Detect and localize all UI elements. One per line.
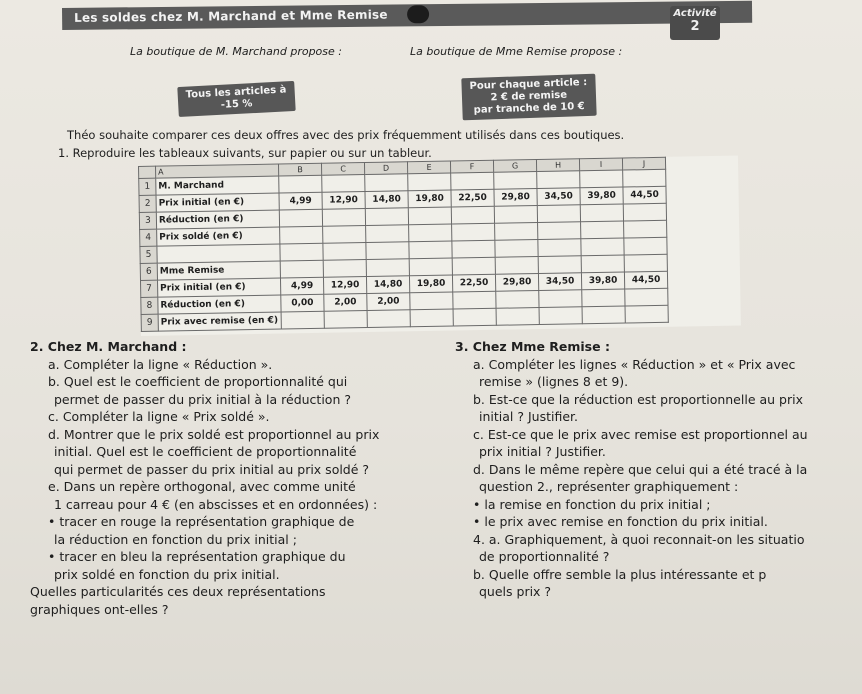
left-column-line: a. Compléter la ligne « Réduction ». [48, 356, 273, 372]
table-cell [625, 305, 668, 323]
column-header: I [579, 158, 622, 171]
table-cell [494, 172, 537, 190]
table-cell: 12,90 [323, 277, 366, 295]
table-cell [453, 308, 496, 326]
column-header: D [364, 162, 407, 175]
table-cell [324, 311, 367, 329]
table-cell [451, 206, 494, 224]
table-cell [281, 311, 324, 329]
table-cell [280, 260, 323, 278]
right-column-line: d. Dans le même repère que celui qui a été tracé à la [473, 461, 808, 477]
table-cell: 2,00 [324, 294, 367, 312]
table-cell [495, 257, 538, 275]
row-number: 4 [140, 229, 157, 246]
marchand-shop-label: La boutique de M. Marchand propose : [130, 45, 342, 58]
left-column-line: prix soldé en fonction du prix initial. [54, 566, 280, 582]
right-column-line: b. Est-ce que la réduction est proportionnelle au prix [473, 391, 803, 407]
left-column-line: • tracer en rouge la représentation graphique de [48, 514, 355, 529]
right-column-line: remise » (lignes 8 et 9). [479, 374, 629, 389]
row-label: Réduction (en €) [156, 210, 279, 229]
table-cell: 2,00 [367, 293, 410, 311]
table-cell [409, 241, 452, 259]
table-cell [495, 223, 538, 241]
table-cell [409, 258, 452, 276]
intro-text: Théo souhaite comparer ces deux offres avec des prix fréquemment utilisés dans ces boutiques. [67, 128, 625, 142]
table-cell [624, 220, 667, 238]
left-column-line: la réduction en fonction du prix initial ; [54, 531, 297, 547]
column-header: E [407, 161, 450, 174]
table-cell: 4,99 [280, 277, 323, 295]
spreadsheet [138, 156, 741, 336]
remise-offer-line: Pour chaque article : [469, 76, 588, 93]
row-label [157, 244, 280, 263]
activity-badge [670, 6, 720, 40]
row-number: 6 [140, 263, 157, 280]
row-number: 1 [139, 178, 156, 195]
table-cell [539, 307, 582, 325]
table-cell [581, 238, 624, 256]
column-header: F [450, 160, 493, 173]
table-cell: 19,80 [409, 275, 452, 293]
left-column-line: c. Compléter la ligne « Prix soldé ». [48, 409, 270, 424]
table-cell: 0,00 [281, 294, 324, 312]
speech-bubble-icon [407, 5, 429, 23]
table-cell: 34,50 [537, 188, 580, 206]
row-number: 8 [141, 297, 158, 314]
table-cell [365, 174, 408, 192]
question-1: 1. Reproduire les tableaux suivants, sur papier ou sur un tableur. [58, 146, 432, 160]
table-cell [365, 208, 408, 226]
right-column-line: • le prix avec remise en fonction du prix initial. [473, 514, 768, 529]
left-column-line: permet de passer du prix initial à la réduction ? [54, 391, 351, 407]
right-column-line: c. Est-ce que le prix avec remise est proportionnel au [473, 426, 808, 442]
table-cell [366, 225, 409, 243]
left-column-line: Quelles particularités ces deux représentations [30, 584, 326, 599]
table-cell: 39,80 [580, 187, 623, 205]
table-cell: 44,50 [624, 271, 667, 289]
table-cell: 39,80 [581, 272, 624, 290]
table-cell [323, 243, 366, 261]
column-header: J [622, 157, 665, 170]
row-number: 5 [140, 246, 157, 263]
right-column-line: de proportionnalité ? [479, 549, 610, 564]
remise-shop-label: La boutique de Mme Remise propose : [410, 45, 623, 58]
table-cell [410, 292, 453, 310]
table-cell [495, 240, 538, 258]
table-cell [582, 306, 625, 324]
left-column-line: initial. Quel est le coefficient de proportionnalité [54, 444, 357, 459]
column-header: H [536, 159, 579, 172]
table-cell [322, 175, 365, 193]
row-label: M. Marchand [156, 176, 279, 195]
table-cell [408, 173, 451, 191]
row-label: Mme Remise [157, 261, 280, 280]
table-cell [366, 242, 409, 260]
right-questions [455, 338, 808, 601]
table-cell [537, 171, 580, 189]
table-cell [322, 209, 365, 227]
table-cell [624, 237, 667, 255]
table-cell: 4,99 [279, 192, 322, 210]
column-header: G [493, 160, 536, 173]
column-header: C [321, 163, 364, 176]
left-column-line: graphiques ont-elles ? [30, 601, 169, 617]
title-banner [62, 1, 752, 30]
right-column-line: initial ? Justifier. [479, 409, 578, 424]
row-label: Prix avec remise (en €) [158, 312, 281, 331]
table-cell: 22,50 [452, 274, 495, 292]
row-label: Prix initial (en €) [156, 193, 279, 212]
table-cell [538, 222, 581, 240]
left-questions [30, 338, 379, 618]
table-cell [496, 308, 539, 326]
row-number: 2 [139, 195, 156, 212]
table-cell [624, 254, 667, 272]
table-cell: 29,80 [494, 189, 537, 207]
table-cell [280, 226, 323, 244]
table-cell [323, 226, 366, 244]
table-cell: 44,50 [623, 186, 666, 204]
table-cell [323, 260, 366, 278]
table-cell: 34,50 [538, 273, 581, 291]
table-cell [452, 240, 495, 258]
marchand-offer-line: Tous les articles à [185, 84, 287, 101]
row-label: Prix soldé (en €) [157, 227, 280, 246]
remise-offer-box [461, 74, 596, 121]
table-cell [582, 289, 625, 307]
table-cell [408, 207, 451, 225]
right-column-line: b. Quelle offre semble la plus intéressante et p [473, 566, 767, 582]
marchand-offer-box [177, 81, 295, 117]
table-cell [453, 291, 496, 309]
table-cell [494, 206, 537, 224]
table-cell [581, 221, 624, 239]
corner-cell [139, 166, 156, 178]
table-cell [279, 209, 322, 227]
table-cell [539, 290, 582, 308]
table-cell [496, 291, 539, 309]
table-cell [623, 203, 666, 221]
left-column-line: 2. Chez M. Marchand : [30, 339, 187, 354]
right-column-line: 3. Chez Mme Remise : [455, 339, 610, 354]
table-cell [625, 288, 668, 306]
left-column-line: qui permet de passer du prix initial au prix soldé ? [54, 461, 370, 477]
left-column-line: d. Montrer que le prix soldé est proportionnel au prix [48, 426, 380, 442]
table-cell [623, 169, 666, 187]
activity-title: Les soldes chez M. Marchand et Mme Remise [74, 7, 388, 25]
table-cell: 12,90 [322, 192, 365, 210]
table-cell [280, 243, 323, 261]
table-cell [538, 239, 581, 257]
spreadsheet-table [138, 157, 669, 332]
right-column-line: 4. a. Graphiquement, à quoi reconnait-on les situatio [473, 531, 805, 547]
badge-number: 2 [690, 19, 700, 34]
row-label: Réduction (en €) [158, 295, 281, 314]
row-number: 3 [139, 212, 156, 229]
table-cell [538, 256, 581, 274]
table-cell [279, 175, 322, 193]
column-header: A [156, 164, 279, 178]
right-column-line: question 2., représenter graphiquement : [479, 479, 739, 494]
table-cell: 14,80 [366, 276, 409, 294]
table-cell [580, 170, 623, 188]
table-cell [537, 205, 580, 223]
table-cell: 29,80 [495, 274, 538, 292]
table-cell [452, 257, 495, 275]
row-number: 7 [140, 280, 157, 297]
badge-label: Activité [673, 8, 717, 19]
table-cell [452, 223, 495, 241]
left-column-line: b. Quel est le coefficient de proportionnalité qui [48, 374, 348, 389]
left-column-line: 1 carreau pour 4 € (en abscisses et en ordonnées) : [54, 496, 378, 512]
table-cell: 22,50 [451, 189, 494, 207]
table-cell: 19,80 [408, 190, 451, 208]
column-header: B [278, 163, 321, 176]
table-cell [409, 224, 452, 242]
right-column-line: quels prix ? [479, 584, 552, 599]
table-cell [581, 255, 624, 273]
remise-offer-line: 2 € de remise [490, 89, 568, 104]
table-cell [366, 259, 409, 277]
table-cell [580, 204, 623, 222]
table-cell: 14,80 [365, 191, 408, 209]
row-label: Prix initial (en €) [157, 278, 280, 297]
marchand-offer-line: -15 % [220, 98, 253, 111]
right-column-line: • la remise en fonction du prix initial ; [473, 496, 711, 512]
right-column-line: a. Compléter les lignes « Réduction » et « Prix avec [473, 356, 796, 372]
table-cell [451, 172, 494, 190]
right-column-line: prix initial ? Justifier. [479, 444, 606, 459]
table-cell [367, 310, 410, 328]
remise-offer-line: par tranche de 10 € [473, 101, 585, 116]
left-column-line: • tracer en bleu la représentation graphique du [48, 549, 346, 564]
table-cell [410, 309, 453, 327]
left-column-line: e. Dans un repère orthogonal, avec comme unité [48, 479, 356, 494]
row-number: 9 [141, 314, 158, 331]
